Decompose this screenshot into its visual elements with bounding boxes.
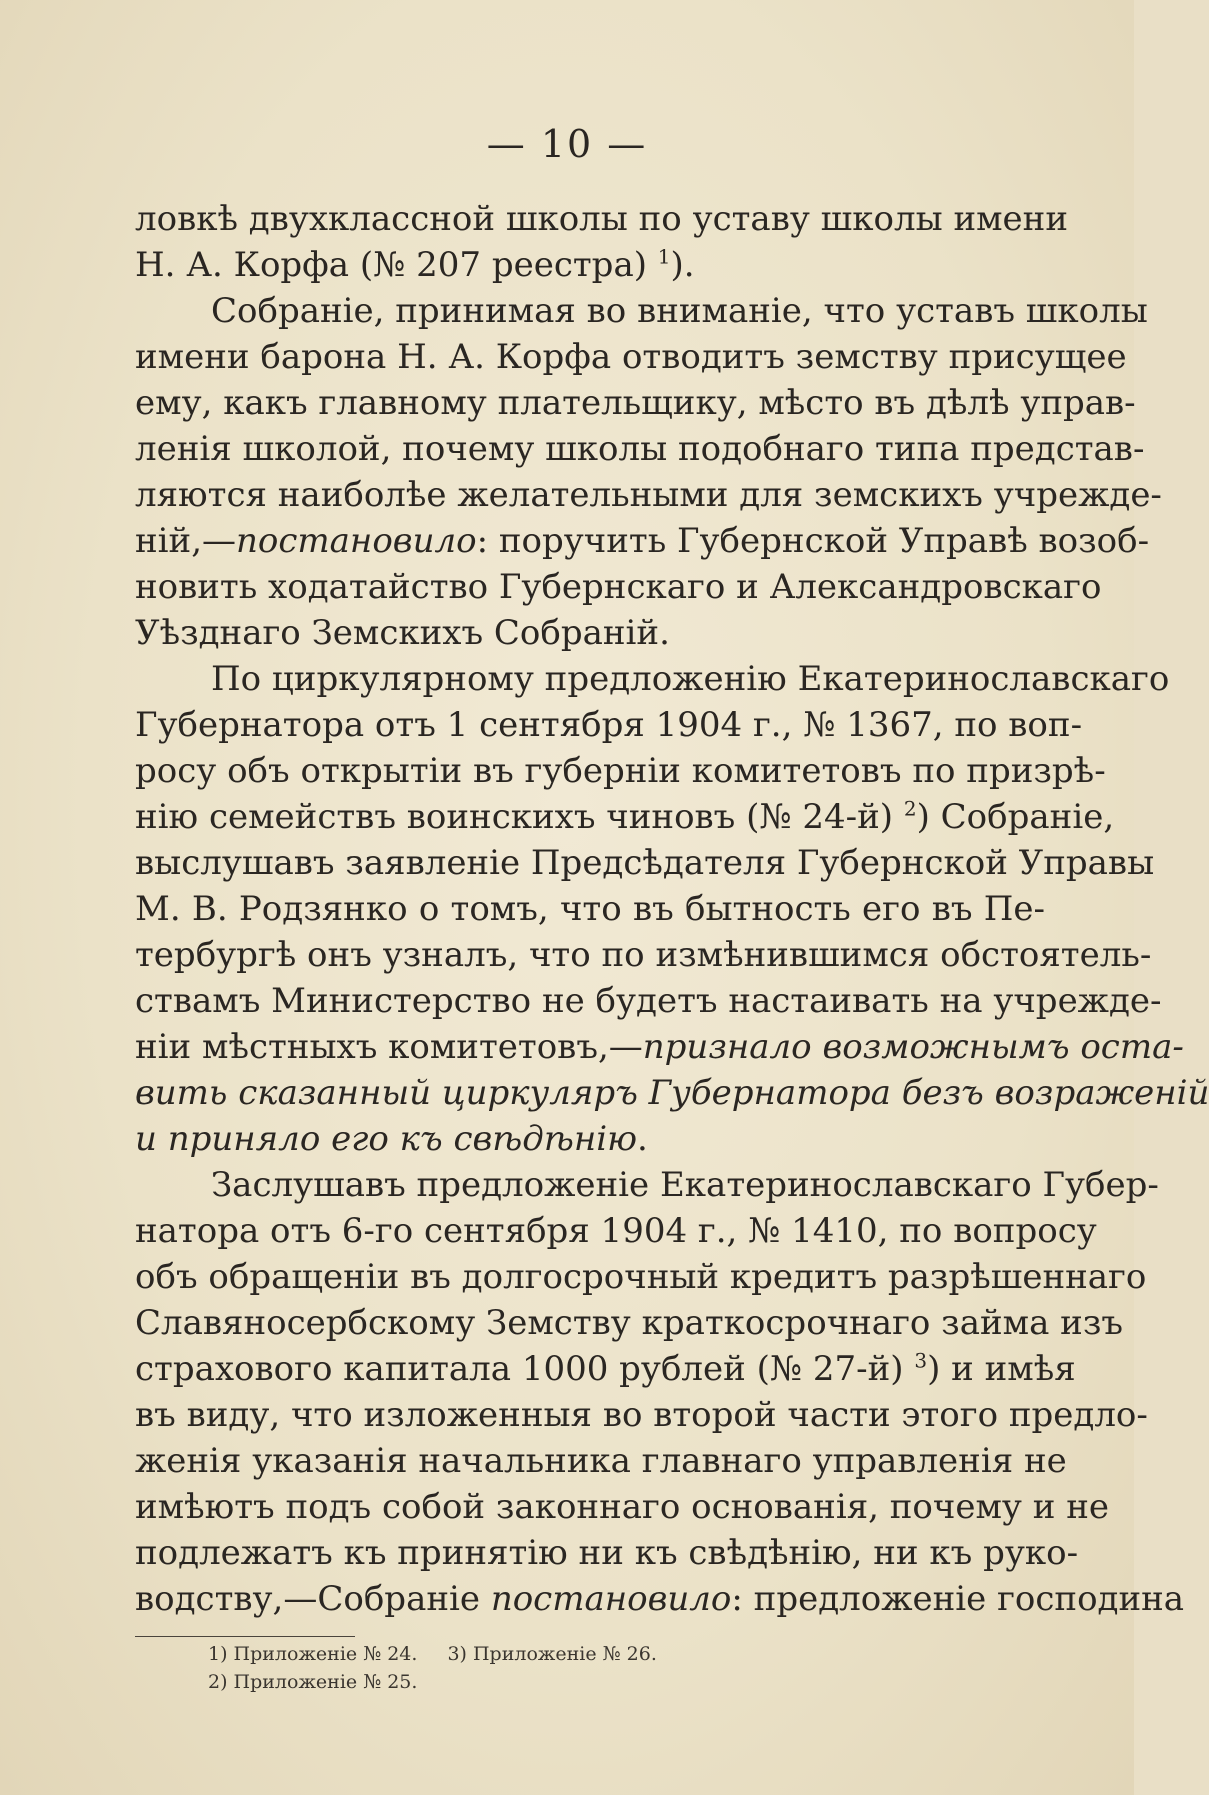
footnote-1: 1) Приложеніе № 24. [208,1643,418,1665]
text-segment: Н. А. Корфа (№ 207 реестра) [135,245,658,285]
text-line [135,380,1136,426]
text-segment: М. В. Родзянко о томъ, что въ бытность его въ Пе- [135,889,1045,929]
italic-segment: постановило [236,521,477,561]
text-segment: Славяносербскому Земству краткосрочнаго займа изъ [135,1303,1124,1343]
text-segment: Заслушавъ предложеніе Екатеринославскаго Губер- [211,1165,1159,1205]
text-line [135,426,1145,472]
text-segment: . [683,245,695,285]
text-segment: нію семействъ воинскихъ чиновъ (№ 24-й) [135,797,904,837]
text-line [135,1162,1159,1208]
text-segment: объ обращеніи въ долгосрочный кредитъ разрѣшеннаго [135,1257,1147,1297]
text-segment: подлежатъ къ принятію ни къ свѣдѣнію, ни къ руко- [135,1533,1079,1573]
text-line [135,886,1045,932]
text-line [135,1530,1079,1576]
text-segment: женія указанія начальника главнаго управленія не [135,1441,1067,1481]
text-segment: страхового капитала 1000 рублей (№ 27-й) [135,1349,915,1389]
footnote-ref-number: 1 [657,244,671,269]
text-segment: ніи мѣстныхъ комитетовъ,— [135,1027,643,1067]
text-line [135,1576,1185,1622]
footnote-ref [914,1349,940,1389]
text-line [135,1392,1148,1438]
footnote-ref-paren: ) [927,1349,941,1389]
text-segment: По циркулярному предложенію Екатеринославскаго [211,659,1170,699]
text-line [135,1300,1124,1346]
footnote-2: 2) Приложеніе № 25. [208,1671,418,1693]
text-line [135,196,1068,242]
text-line [135,288,1148,334]
text-line [135,242,1045,288]
text-line [135,610,1045,656]
text-segment: ленія школой, почему школы подобнаго типа представ- [135,429,1145,469]
footnote-3: 3) Приложеніе № 26. [447,1643,657,1665]
footnote-ref [904,797,930,837]
text-segment: натора отъ 6-го сентября 1904 г., № 1410, по вопросу [135,1211,1097,1251]
text-segment: Губернатора отъ 1 сентября 1904 г., № 1367, по воп- [135,705,1083,745]
text-line [135,1438,1067,1484]
text-segment: Собраніе, принимая во вниманіе, что уставъ школы [211,291,1148,331]
italic-segment: признало возможнымъ оста- [642,1027,1184,1067]
text-segment: въ виду, что изложенныя во второй части этого предло- [135,1395,1148,1435]
text-line [135,748,1106,794]
italic-segment: вить сказанный циркуляръ Губернатора безъ возраженій [135,1073,1209,1113]
text-segment: и имѣя [940,1349,1076,1389]
text-line [135,702,1083,748]
text-segment: ловкѣ двухклассной школы по уставу школы имени [135,199,1068,239]
body-text [135,196,1209,1622]
text-segment: тербургѣ онъ узналъ, что по измѣнившимся обстоятель- [135,935,1152,975]
text-segment: росу объ открытіи въ губерніи комитетовъ по призрѣ- [135,751,1106,791]
text-line [135,1070,1209,1116]
footnote-ref-paren: ) [670,245,684,285]
text-segment: ній,— [135,521,237,561]
text-line [135,1208,1097,1254]
text-line [135,472,1162,518]
text-line [135,794,1115,840]
footnotes [208,1640,657,1696]
page-number: — 10 — [486,122,648,166]
text-segment: ляются наиболѣе желательными для земскихъ учрежде- [135,475,1162,515]
text-line [135,334,1127,380]
text-segment: имѣютъ подъ собой законнаго основанія, почему и не [135,1487,1109,1527]
text-line [135,932,1152,978]
footnote-line-1 [208,1640,657,1668]
footnote-ref-paren: ) [916,797,930,837]
text-line [135,656,1170,702]
text-line [135,840,1155,886]
text-segment: : предложеніе господина [731,1579,1185,1619]
text-line [135,1484,1109,1530]
text-line [135,1116,1045,1162]
footnote-ref-number: 2 [903,796,917,821]
text-segment: Собраніе, [929,797,1115,837]
text-segment: новить ходатайство Губернскаго и Александровскаго [135,567,1102,607]
footnote-ref [658,245,684,285]
text-line [135,1254,1147,1300]
text-segment: . [637,1119,648,1159]
text-segment: Уѣзднаго Земскихъ Собраній. [135,613,670,653]
text-line [135,564,1102,610]
text-line [135,518,1150,564]
text-segment: водству,—Собраніе [135,1579,491,1619]
text-line [135,978,1162,1024]
footnote-ref-number: 3 [914,1348,928,1373]
text-segment: имени барона Н. А. Корфа отводитъ земству присущее [135,337,1127,377]
text-segment: выслушавъ заявленіе Предсѣдателя Губернской Управы [135,843,1155,883]
text-segment: ему, какъ главному плательщику, мѣсто въ дѣлѣ управ- [135,383,1136,423]
text-line [135,1346,1076,1392]
italic-segment: и приняло его къ свѣдѣнію [135,1119,638,1159]
italic-segment: постановило [490,1579,732,1619]
text-segment: ствамъ Министерство не будетъ настаивать на учрежде- [135,981,1162,1021]
footnote-rule [135,1636,355,1637]
text-line [135,1024,1184,1070]
text-segment: : поручить Губернской Управѣ возоб- [476,521,1150,561]
